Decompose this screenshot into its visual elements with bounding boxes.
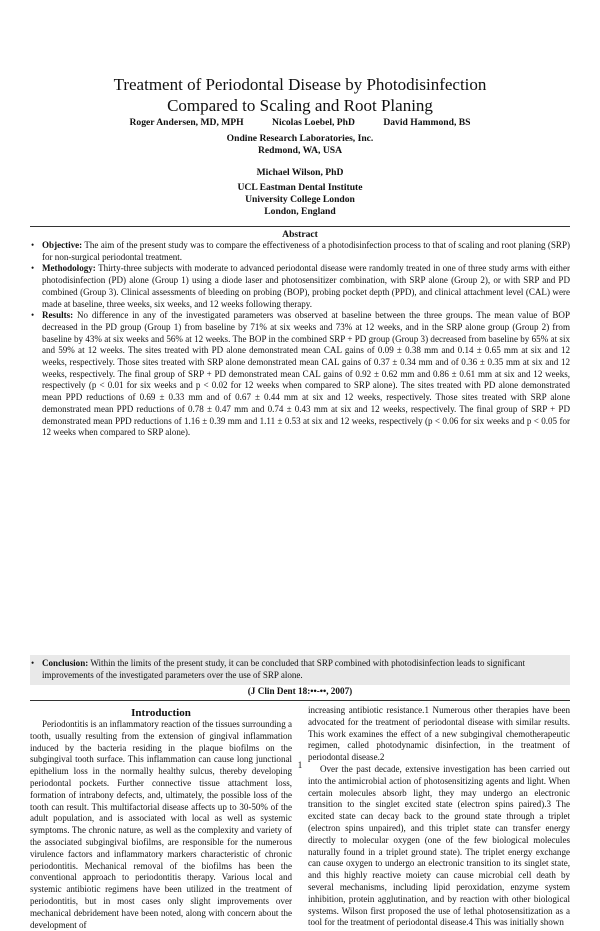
affiliation-line: University College London bbox=[245, 194, 355, 205]
abstract-results bbox=[30, 310, 570, 439]
author-name: David Hammond, BS bbox=[383, 117, 471, 128]
conclusion-item bbox=[30, 655, 570, 681]
introduction-column-1: Periodontitis is an inflammatory reaction of the tissues surrounding a tooth, usually resulting from the extension of gingival inflammation induced by the bacteria residing in the plaque biofilms on the subgingival tooth surface. This inflammation can cause long junctional epithelium loss in the normally healthy sulcus, thereby developing periodontal pockets. Further connective tissue attachment loss, formation of intrabony defects, and, ultimately, the possible loss of the tooth can result. This multifactorial disease affects up to 30-50% of the adult population, and is associated with local as well as systemic symptoms. The chronic nature, as well as the complexity and variety of the associated subgingival biofilms, are responsible for the numerous virulence factors and inflammatory markers characteristic of chronic periodontitis. Mechanical removal of the biofilms has been the conventional approach to periodontitis therapy. Various local and systemic antibiotic regimens have been utilized in the treatment of periodontitis, but in most cases only slight improvements over mechanical debridement have been noted, along with concern about the development of bbox=[30, 719, 292, 930]
introduction-column-2 bbox=[308, 705, 570, 929]
abstract-methodology bbox=[30, 263, 570, 310]
conclusion-text: Within the limits of the present study, it can be concluded that SRP combined with photodisinfection leads to significant improvements of the investigated parameters over the use of SRP alone. bbox=[42, 658, 526, 680]
methodology-label: Methodology: bbox=[42, 263, 96, 274]
journal-citation: (J Clin Dent 18:••-••, 2007) bbox=[247, 686, 353, 696]
author-list bbox=[0, 117, 600, 129]
affiliation-line: London, England bbox=[264, 206, 336, 217]
intro-paragraph: Over the past decade, extensive investigation has been carried out into the antimicrobial action of photosensitizing agents and light. When certain molecules absorb light, they may undergo an electronic transition to the singlet excited state (electron spins paired).3 The excited state can decay back to the ground state through a triplet (electron spins unpaired), and this triplet state can transfer energy directly to molecular oxygen (one of the few biological molecules naturally found in a triplet ground state). The triplet energy exchange can cause oxygen to undergo an electronic transition to its singlet state, and this highly reactive moiety can cause microbial cell death by several mechanisms, including lipid peroxidation, enzyme system inhibition, protein agglutination, and by reaction with other biological systems. Wilson first proposed the use of lethal photosensitization as a tool for the treatment of periodontal disease.4 This was initially shown bbox=[308, 763, 570, 928]
page-number: 1 bbox=[297, 760, 303, 770]
objective-label: Objective: bbox=[42, 240, 83, 250]
author-name: Roger Andersen, MD, MPH bbox=[129, 117, 244, 128]
abstract-heading: Abstract bbox=[282, 229, 318, 240]
methodology-text: Thirty-three subjects with moderate to advanced periodontal disease were randomly treated in one of three study arms with either photodisinfection (PD) alone (Group 1) using a diode laser and photosensitizer combination, with SRP alone (Group 2), or with SRP and PD combined (Group 3). Clinical assessments of bleeding on probing (BOP), probing pocket depth (PPD), and clinical attachment level (CAL) were made at baseline, three weeks, six weeks, and 12 weeks following therapy. bbox=[42, 263, 570, 309]
abstract-body bbox=[30, 240, 570, 439]
objective-text: The aim of the present study was to compare the effectiveness of a photodisinfection process to that of scaling and root planing (SRP) for non-surgical periodontal treatment. bbox=[42, 240, 570, 262]
bullet-icon: • bbox=[31, 240, 35, 250]
affiliation-line: Redmond, WA, USA bbox=[257, 145, 343, 156]
bullet-icon: • bbox=[31, 658, 35, 668]
abstract-bottom-rule bbox=[30, 700, 570, 701]
introduction-heading: Introduction bbox=[131, 707, 191, 719]
paper-title-line-1: Treatment of Periodontal Disease by Photodisinfection bbox=[113, 75, 487, 94]
results-text: No difference in any of the investigated parameters was observed at baseline between the three groups. The mean value of BOP decreased in the PD group (Group 1) from baseline by 71% at six weeks and 73% at 12 weeks, and in the SRP alone group (Group 2) from baseline by 43% at six weeks and 56% at 12 weeks. The BOP in the combined SRP + PD group (Group 3) decreased from baseline by 65% at six and 59% at 12 weeks. The sites treated with PD alone demonstrated mean CAL gains of 0.09 ± 0.38 mm and 0.14 ± 0.65 mm at six and 12 weeks, respectively. Those sites treated with SRP alone demonstrated mean CAL gains of 0.37 ± 0.34 mm and of 0.36 ± 0.35 mm at six and 12 weeks, respectively. The final group of SRP + PD demonstrated mean CAL gains of 0.92 ± 0.62 mm and 0.86 ± 0.61 mm at six and 12 weeks, respectively (p < 0.01 for six weeks and p < 0.02 for 12 weeks when compared to SRP alone). The sites treated with PD alone demonstrated mean PPD reductions of 0.69 ± 0.33 mm and of 0.67 ± 0.44 mm at six and 12 weeks, respectively. Those sites treated with SRP alone demonstrated mean PPD reductions of 0.78 ± 0.47 mm and 0.74 ± 0.43 mm at six and 12 weeks, respectively. The final group of SRP + PD demonstrated mean PPD reductions of 1.16 ± 0.39 mm and 1.11 ± 0.53 at six and 12 weeks, respectively (p < 0.06 for six weeks and p < 0.05 for 12 weeks when compared to SRP alone). bbox=[42, 310, 570, 438]
author-name: Michael Wilson, PhD bbox=[256, 167, 344, 178]
intro-paragraph: increasing antibiotic resistance.1 Numerous other therapies have been advocated for the treatment of periodontal disease with similar results. This work examines the effect of a new subgingival chemotherapeutic regimen, called photodynamic disinfection, in the treatment of periodontal disease.2 bbox=[308, 705, 570, 763]
bullet-icon: • bbox=[31, 263, 35, 274]
abstract-objective bbox=[30, 240, 570, 263]
abstract-top-rule bbox=[30, 226, 570, 227]
abstract-conclusion bbox=[30, 655, 570, 685]
bullet-icon: • bbox=[31, 310, 35, 321]
paper-title-line-2: Compared to Scaling and Root Planing bbox=[167, 96, 433, 115]
affiliation-line: Ondine Research Laboratories, Inc. bbox=[226, 133, 374, 144]
conclusion-label: Conclusion: bbox=[42, 658, 89, 668]
author-name: Nicolas Loebel, PhD bbox=[272, 117, 355, 128]
affiliation-line: UCL Eastman Dental Institute bbox=[237, 182, 363, 193]
results-label: Results: bbox=[42, 310, 74, 321]
